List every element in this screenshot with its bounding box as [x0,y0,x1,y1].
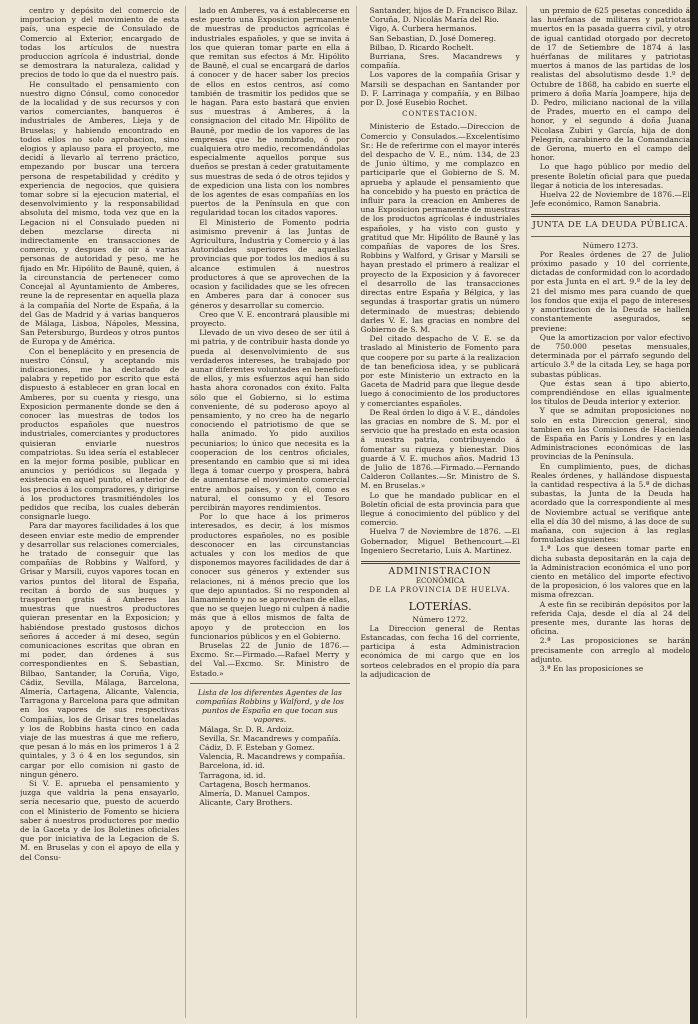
agent-entry: Málaga, Sr. D. R. Ardoiz. [199,724,295,734]
paragraph: Huelva 22 de Noviembre de 1876.—El Jefe económico, Ramon Sanabria. [530,190,690,209]
paragraph: 1.ª Los que deseen tomar parte en dicha subasta depositarán en la caja de la Administracion económica el uno por ciento en metálico del importe efectivo de la proposicion, ó los valores que en la misma ofrezcan. [530,544,690,600]
admin-title: ADMINISTRACION [388,566,492,577]
paragraph: El Ministerio de Fomento podria asimismo prevenir á las Juntas de Agricultura, Industria y Comercio y á las Autoridades superiores de aquellas provincias que por todos los medios á su alcance estimulen á nuestros productores á que se aprovechen de la ocasion y facilidades que se les ofrecen en Amberes para dar á conocer sus géneros y desarrollar su comercio. [190,217,350,310]
column-3 [356,6,520,1018]
loterias-heading: LOTERÍAS. [408,599,472,613]
paragraph: En cumplimiento, pues, de dichas Reales órdenes, y hallándose dispuesta la cantidad respectiva á la 5.ª de dichas subastas, la Junta de la Deuda ha acordado que la correspondiente al mes de Noviembre actual se verifique ante ella el día 30 del mismo, á las doce de su mañana, con sujecion á las reglas formuladas siguientes: [530,461,690,545]
paragraph: Lo que he mandado publicar en el Boletín oficial de esta provincia para que llegue á conocimiento del público y del comercio. [360,490,520,528]
divider [531,214,690,217]
junta-heading: JUNTA DE LA DEUDA PÚBLICA. [532,220,689,231]
column-4 [526,6,690,1018]
agent-entry: Sevilla, Sr. Macandrews y compañía. [199,733,341,743]
agent-entry: Santander, hijos de D. Francisco Bilaz. [369,6,519,15]
paragraph: La Direccion general de Rentas Estancadas, con fecha 16 del corriente, participa á esta Administracion económica de mi cargo que en los sorteos celebrados en el propio día para la adjudicacion de [360,623,520,679]
admin-subtitle: ECONÓMICA [415,577,465,586]
agent-entry: Coruña, D. Nicolás María del Rio. [369,15,499,25]
paragraph: centro y depósito del comercio de importacion y del movimiento de esta país, una especie de Consulado de Comercio al Exterior, encargado de todas los artículos de nuestra produccion agrícola é industrial, donde se demostrara la naturaleza, calidad y precios de todo lo que da el nuestro país. [20,6,180,80]
agent-entry: Burriana, Sres. Macandrews y compañía. [360,52,520,71]
divider [361,561,520,564]
paragraph: Que éstas sean á tipo abierto, comprendiéndose en ellas igualmente los títulos de Deuda interior y exterior. [530,378,690,407]
paragraph: Creo que V. E. encontrará plausible mi proyecto. [190,309,350,328]
paragraph: Huelva 7 de Noviembre de 1876. —El Gobernador, Miguel Bethencourt.—El Ingeniero Secretario, Luis A. Martinez. [360,527,520,555]
paragraph: Que la amortizacion por valor efectivo de 750.000 pesetas mensuales, determinada por el párrafo segundo del artículo 3.º de la citada Ley, se haga por subastas públicas. [530,332,690,379]
admin-province: DE LA PROVINCIA DE HUELVA. [369,586,511,595]
agent-entry: Cartagena, Bosch hermanos. [199,779,311,789]
paragraph: Con el beneplácito y en presencia de nuestro Cónsul, y aceptando mis indicaciones, me ha declarado de palabra y repetido por escrito que está dispuesto á establecer en gran local en Amberes, por su cuenta y riesgo, una Exposicion permanente donde se den á conocer las muestras de todos los productos españoles que nuestros industriales, comerciantes y productores quisieran enviarle nuestros compatriotas. Su idea sería el establecer en la mejor forma posible, publicar en anuncios y periódicos su llegada y existencia en aquel punto, el anterior de los precios á los compradores, y dirigirse á los productores trasmitiéndoles los pedidos que reciba, los cuales deberán consignarle luego. [20,346,180,522]
agent-entry: Tarragona, id. id. [199,770,266,780]
notice-number: Número 1272. [412,614,468,624]
agents-list-title: Lista de los diferentes Agentes de las compañías Robbins y Walford, y de los puntos de España en que tocan sus vapores. [195,687,344,725]
column-2 [185,6,349,1018]
paragraph: Lo que hago público por medio del presente Boletín oficial para que pueda llegar á noticia de los interesadas. [530,162,690,190]
paragraph: Por Reales órdenes de 27 de Julio próximo pasado y 10 del corriente, dictadas de conformidad con lo acordado por esta Junta en el art. 9.º de la ley de 21 del mismo mes para cuando de que los fondos que exija el pago de intereses y amortizacion de la Deuda se hallen constantemente asegurados, se previene: [530,249,690,333]
column-1 [20,6,179,1018]
agent-entry: Barcelona, id. id. [199,761,265,771]
agent-entry: Vigo, A. Curbera hermanos. [369,24,477,34]
paragraph: 3.ª En las proposiciones se [539,664,644,674]
paragraph: 2.ª Las proposiciones se harán precisamente con arreglo al modelo adjunto. [530,636,690,664]
divider [531,236,690,237]
agent-entry: Almería, D. Manuel Campos. [199,789,310,799]
paragraph: Los vapores de la compañía Grisar y Marsili se despachan en Santander por D. F. Larrinaga y compañía, y en Bilbao por D. José Eusebio Rochet. [360,70,520,108]
paragraph: De Real órden lo digo á V. E., dándoles las gracias en nombre de S. M. por el servicio que ha prestado en esta ocasion á nuestra patria, contribuyendo á fomentar su riqueza y bienestar. Dios guarde á V. E. muchos años. Madrid 13 de Julio de 1876.—Firmado.—Fernando Calderon Collantes.—Sr. Ministro de S. M. en Bruselas.» [360,407,520,491]
paragraph: Ministerio de Estado.—Direccion de Comercio y Consulados.—Excelentísimo Sr.: He de referirme con el mayor interés del despacho de V. E., núm. 134, de 23 de Junio último, y me complazco en participarle que el Gobierno de S. M. aprueba y aplaude el pensamiento que ha concebido y ha puesto en práctica de influir para la creacion en Amberes de una Exposicion permanente de muestras de los productos agrícolas é industriales españoles, y ha visto con gusto y gratitud que Mr. Hipólito de Baunê y las compañías de vapores de los Sres. Robbins y Walford, y Grisar y Marsili se hayan prestado el primero á realizar el proyecto de la Exposicion y á favorecer el desarrollo de las transacciones directas entre España y Bélgica, y las segundas á trasportar gratis un número determinado de muestras; debiendo darles V. E. las gracias en nombre del Gobierno de S. M. [360,122,520,334]
agent-entry: San Sebastian, D. José Domereg. [369,33,497,43]
notice-number: Número 1273. [582,240,639,250]
paragraph: Para dar mayores facilidades á los que deseen enviar este medio de emprender y desarrollar sus relaciones comerciales, he tratado de conseguir que las compañías de Robbins y Walford, y Grisar y Marsili, cuyos vapores tocan en varios puntos del litoral de España, recitan á bordo de sus buques y trasporten gratis á Amberes las muestras que nuestros productores quieran presentar en la Exposicion; y habiéndose prestado gustosos dichos señores á acceder á mi deseo, según comunicaciones escritas que obran en mi poder, dan órdenes á sus correspondientes en S. Sebastian, Bilbao, Santander, la Coruña, Vigo, Cádiz, Sevilla, Málaga, Barcelona, Almería, Cartagena, Alicante, Valencia, Tarragona y Barcelona para que admitan en los vapores de sus respectivas Compañías, los de Grisar tres toneladas y los de Robbins hasta cinco en cada viaje de las muestras á que me refiero, que pesan á lo más en los primeros 1 á 2 quintales, y 3 ó 4 en los segundos, sin cargar por ello comision ni gasto de ningun género. [20,521,180,779]
page-edge [690,0,698,1024]
paragraph: He consultado el pensamiento con nuestro digno Cónsul, como conocedor de la localidad y de sus recursos y con varios comerciantes, banqueros é industriales de Amberes, Lieja y de Bruselas; y habiendo encontrado en todos ellos no solo aprobacion, sino elogios y aplauso para el proyecto, me decidí á llevarlo al terreno práctico, empezando por buscar una tercera persona de respetabilidad y crédito y experiencia de negocios, que quisiera tomar sobre sí la ejecucion material, el desenvolvimiento y la responsabilidad absoluta del mismo, toda vez que en la Legacion ni el Consulado pueden ni deben mezclarse directa ni indirectamente en transacciones de comercio, y despues de oir á varias personas de autoridad y peso, me he fijado en Mr. Hipólito de Baunê, quien, á la circunstancia de pertenecer como Concejal al Ayuntamiento de Amberes, reune la de representar en aquella plaza á la compañía del Norte de España, á la del Gas de Madrid y á varias banqueros de Málaga, Lisboa, Nápoles, Messina, San Petersburgo, Burdeos y otros puntos de Europa y de América. [20,79,180,347]
agent-entry: Bilbao, D. Ricardo Rochelt. [369,42,474,52]
divider [190,683,349,684]
paragraph: lado en Amberes, va á establecerse en este puerto una Exposicion permanente de muestras de productos agrícolas é industriales españoles, y que se invita á los que quieran tomar parte en ella á que remitan sus efectos á Mr. Hipólito de Baunê, el cual se encargará de darlos á conocer y de hacer saber los precios de ellos en estos centros, así como también de trasmitir los pedidos que se le hagan. Para esto bastará que envien sus muestras á Amberes, á la consignacion del citado Mr. Hipólito de Baunê, por medio de los vapores de las empresas que he nombrado, ó por cualquiera otro medio, recomendándolas especialmente aquellos porque sus dueños se prestan á ceder gratuitamente sus muestras de seda ó de otros tejidos y de expedicion una lista con los nombres de los agentes de esas compañías en los puertos de la Península en que con regularidad tocan los citados vapores. [190,6,350,218]
section-heading: CONTESTACION. [402,110,479,119]
paragraph: Y que se admitan proposiciones no solo en esta Direccion general, sino tambien en las Comisiones de Hacienda de España en París y Londres y en las Administraciones económicas de las provincias de la Península. [530,406,690,462]
paragraph: A este fin se recibirán depósitos por la referida Caja, desde el día al 24 del presente mes, durante las horas de oficina. [530,599,690,637]
paragraph: Si V. E. aprueba el pensamiento y juzga que valdria la pena ensayarlo, sería necesario que, puesto de acuerdo con el Ministerio de Fomento se hiciera saber á nuestros productores por medio de la Gaceta y de los Boletines oficiales que por iniciativa de la Legacion de S. M. en Bruselas y con el apoyo de ella y del Consu- [20,779,180,862]
agent-entry: Cádiz, D. F. Esteban y Gomez. [199,743,315,753]
paragraph: un premio de 625 pesetas concedido á las huérfanas de militares y patriotas muertos en la pasada guerra civil, y otro de igual cantidad otorgado por decreto de 17 de Setiembre de 1874 á las huérfanas de militares y patriotas muertos á manos de las partidas de los realistas del absolutismo desde 1.º de Octubre de 1868, ha cabido en suerte el primero á doña María Joampere, hija de D. Pedro, miliciano nacional de la villa de Prades, muerto en el campo del honor, y el segundo á doña Juana Nicolasa Zubiri y García, hija de don Pelegrín, carabinero de la Comandancia de Gerona, muerto en el campo del honor. [530,6,690,163]
agent-entry: Valencia, R. Macandrews y compañía. [199,752,346,762]
signature-line: Bruselas 22 de Junio de 1876.—Excmo. Sr.—Firmado.—Rafael Merry y del Val.—Excmo. Sr. Ministro de Estado.» [190,641,350,678]
agent-entry: Alicante, Cary Brothers. [199,798,293,808]
paragraph: Llevado de un vivo deseo de ser útil á mi patria, y de contribuir hasta donde yo pueda al desenvolvimiento de sus verdaderos intereses, he trabajado por aunar diferentes voluntades en beneficio de ellos, y mis esfuerzos aquí han sido hasta ahora coronados con éxito. Falta sólo que el Gobierno, si lo estima conveniente, dé su poderoso apoyo al pensamiento, y no creo ha de negarlo conociendo el patriotismo de que se halla animado. Yo pido auxilios pecuniarios; lo único que necesita es la cooperacion de los centros oficiales, presentando en cambio que si mi idea llega á tomar cuerpo y prospera, habrá de aumentarse el movimiento comercial entre ambos países, y con él, como es natural, el consumo y el Tesoro percibirán mayores rendimientos. [190,328,350,512]
paragraph: Del citado despacho de V. E. se da traslado al Ministerio de Fomento para que coopere por su parte á la realizacion de tan beneficiosa idea, y se publicará por este Ministerio un extracto en la Gaceta de Madrid para que llegue desde luego á conocimiento de los productores y comerciantes españoles. [360,334,520,408]
paragraph: Por lo que hace á los primeros interesados, es decir, á los mismos productores españoles, no es posible desconocer en las circunstancias actuales y con los medios de que disponemos mayores facilidades de dar á conocer sus géneros y extender sus relaciones, ni á ménos precio que los que dejo apuntados. Si no responden al llamamiento y no se aprovechan de ellas, que no se quejen luego ni culpen á nadie más que á ellos mismos de falta de apoyo y de proteccion en los funcionarios públicos y en el Gobierno. [190,512,350,641]
